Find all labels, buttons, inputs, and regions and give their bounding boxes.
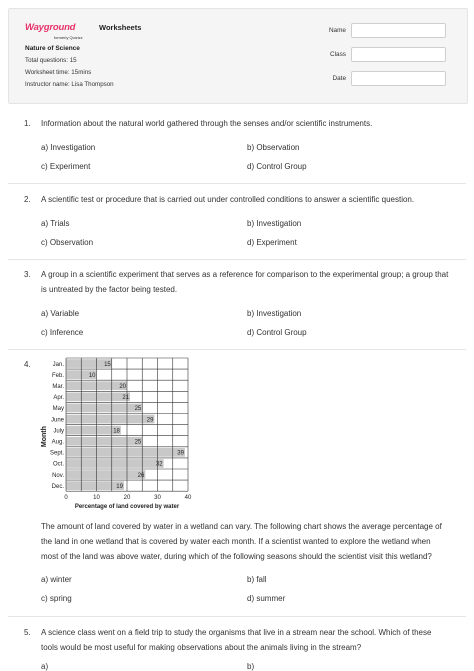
data-label: 18	[113, 428, 120, 435]
brand-title: Worksheets	[99, 23, 142, 32]
tick-label: Feb.	[51, 372, 64, 379]
tick-label: Oct.	[52, 461, 64, 468]
question-number: 4.	[24, 360, 31, 369]
question-text: Information about the natural world gathered through the senses and/or scientific instruments.	[41, 119, 373, 128]
name-label: Name	[328, 27, 346, 34]
class-field[interactable]	[351, 47, 446, 62]
tick-label: 30	[154, 495, 161, 502]
tick-label: Aug.	[51, 439, 64, 446]
question-number: 2.	[24, 195, 31, 204]
divider	[8, 616, 466, 617]
tick-label: 20	[123, 495, 131, 502]
option-c[interactable]: c) Experiment	[41, 162, 91, 171]
option-d[interactable]: d) Control Group	[247, 162, 307, 171]
option-b[interactable]: b) Investigation	[247, 309, 302, 318]
tick-label: Nov.	[52, 472, 64, 479]
data-label: 29	[146, 417, 154, 424]
data-label: 20	[119, 383, 126, 390]
option-d[interactable]: d) Control Group	[247, 328, 307, 337]
x-axis-label: Percentage of land covered by water	[74, 504, 180, 511]
class-label: Class	[330, 51, 346, 58]
option-a[interactable]: a)	[41, 662, 49, 671]
tick-label: Mar.	[52, 383, 64, 390]
option-c[interactable]: c) spring	[41, 594, 72, 603]
question-number: 5.	[24, 628, 31, 637]
bar	[66, 393, 130, 402]
date-field[interactable]	[351, 71, 446, 86]
option-a[interactable]: a) Variable	[41, 309, 80, 318]
tick-label: 0	[64, 495, 68, 502]
bar	[66, 415, 154, 424]
worksheet-title: Nature of Science	[25, 45, 80, 52]
tick-label: July	[53, 428, 64, 435]
option-a[interactable]: a) winter	[41, 575, 72, 584]
instructor-name: Instructor name: Lisa Thompson	[25, 81, 114, 88]
name-field[interactable]	[351, 23, 446, 38]
question-text: The amount of land covered by water in a wetland can vary. The following chart shows the average percentage of the land in one wetland that is covered by water each month. If a scientist wanted to explore the wetland when most of the land was above water, during which of the following seasons should the scientist visit this wetland?	[41, 522, 442, 561]
date-label: Date	[332, 75, 346, 82]
data-label: 25	[134, 406, 142, 413]
data-label: 26	[137, 472, 145, 479]
total-questions: Total questions: 15	[25, 57, 77, 64]
tick-label: Sept.	[49, 450, 64, 457]
bar	[66, 448, 185, 457]
data-label: 21	[122, 395, 130, 402]
question-number: 3.	[24, 270, 31, 279]
option-b[interactable]: b) fall	[247, 575, 267, 584]
option-b[interactable]: b) Investigation	[247, 219, 302, 228]
question-text: A group in a scientific experiment that serves as a reference for comparison to the experimental group; a group that is untreated by the factor being tested.	[41, 270, 449, 294]
data-label: 19	[116, 483, 123, 490]
tick-label: June	[50, 417, 64, 424]
logo-subtitle: formerly Quizizz	[54, 35, 83, 40]
wetland-bar-chart	[38, 356, 198, 516]
tick-label: 40	[184, 495, 192, 502]
data-label: 10	[88, 372, 96, 379]
data-label: 25	[134, 439, 142, 446]
worksheet-time: Worksheet time: 15mins	[25, 69, 92, 76]
tick-label: 10	[93, 495, 100, 502]
question-text: A scientific test or procedure that is carried out under controlled conditions to answer a scientific question.	[41, 195, 415, 204]
option-a[interactable]: a) Investigation	[41, 143, 96, 152]
bar	[66, 437, 142, 446]
option-b[interactable]: b) Observation	[247, 143, 300, 152]
divider	[8, 259, 466, 260]
option-c[interactable]: c) Observation	[41, 238, 94, 247]
data-label: 15	[104, 361, 111, 368]
tick-label: Apr.	[53, 395, 64, 402]
logo-wordmark: Wayground	[25, 22, 76, 33]
bar	[66, 470, 145, 479]
option-c[interactable]: c) Inference	[41, 328, 84, 337]
bar	[66, 481, 124, 490]
option-d[interactable]: d) Experiment	[247, 238, 297, 247]
tick-label: Dec.	[51, 483, 64, 490]
bar	[66, 459, 164, 468]
data-label: 32	[155, 461, 163, 468]
bar	[66, 404, 142, 413]
y-axis-label: Month	[41, 426, 48, 448]
tick-label: Jan.	[52, 361, 64, 368]
option-a[interactable]: a) Trials	[41, 219, 70, 228]
option-d[interactable]: d) summer	[247, 594, 286, 603]
question-number: 1.	[24, 119, 31, 128]
wayground-logo	[25, 22, 97, 42]
tick-label: May	[52, 406, 64, 413]
divider	[8, 183, 466, 184]
data-label: 39	[177, 450, 184, 457]
option-b[interactable]: b)	[247, 662, 255, 671]
worksheet-header	[8, 8, 468, 104]
divider	[8, 349, 466, 350]
question-text: A science class went on a field trip to study the organisms that live in a stream near the school. Which of these tools would be most useful for making observations about the animals living in the stream?	[41, 628, 432, 652]
